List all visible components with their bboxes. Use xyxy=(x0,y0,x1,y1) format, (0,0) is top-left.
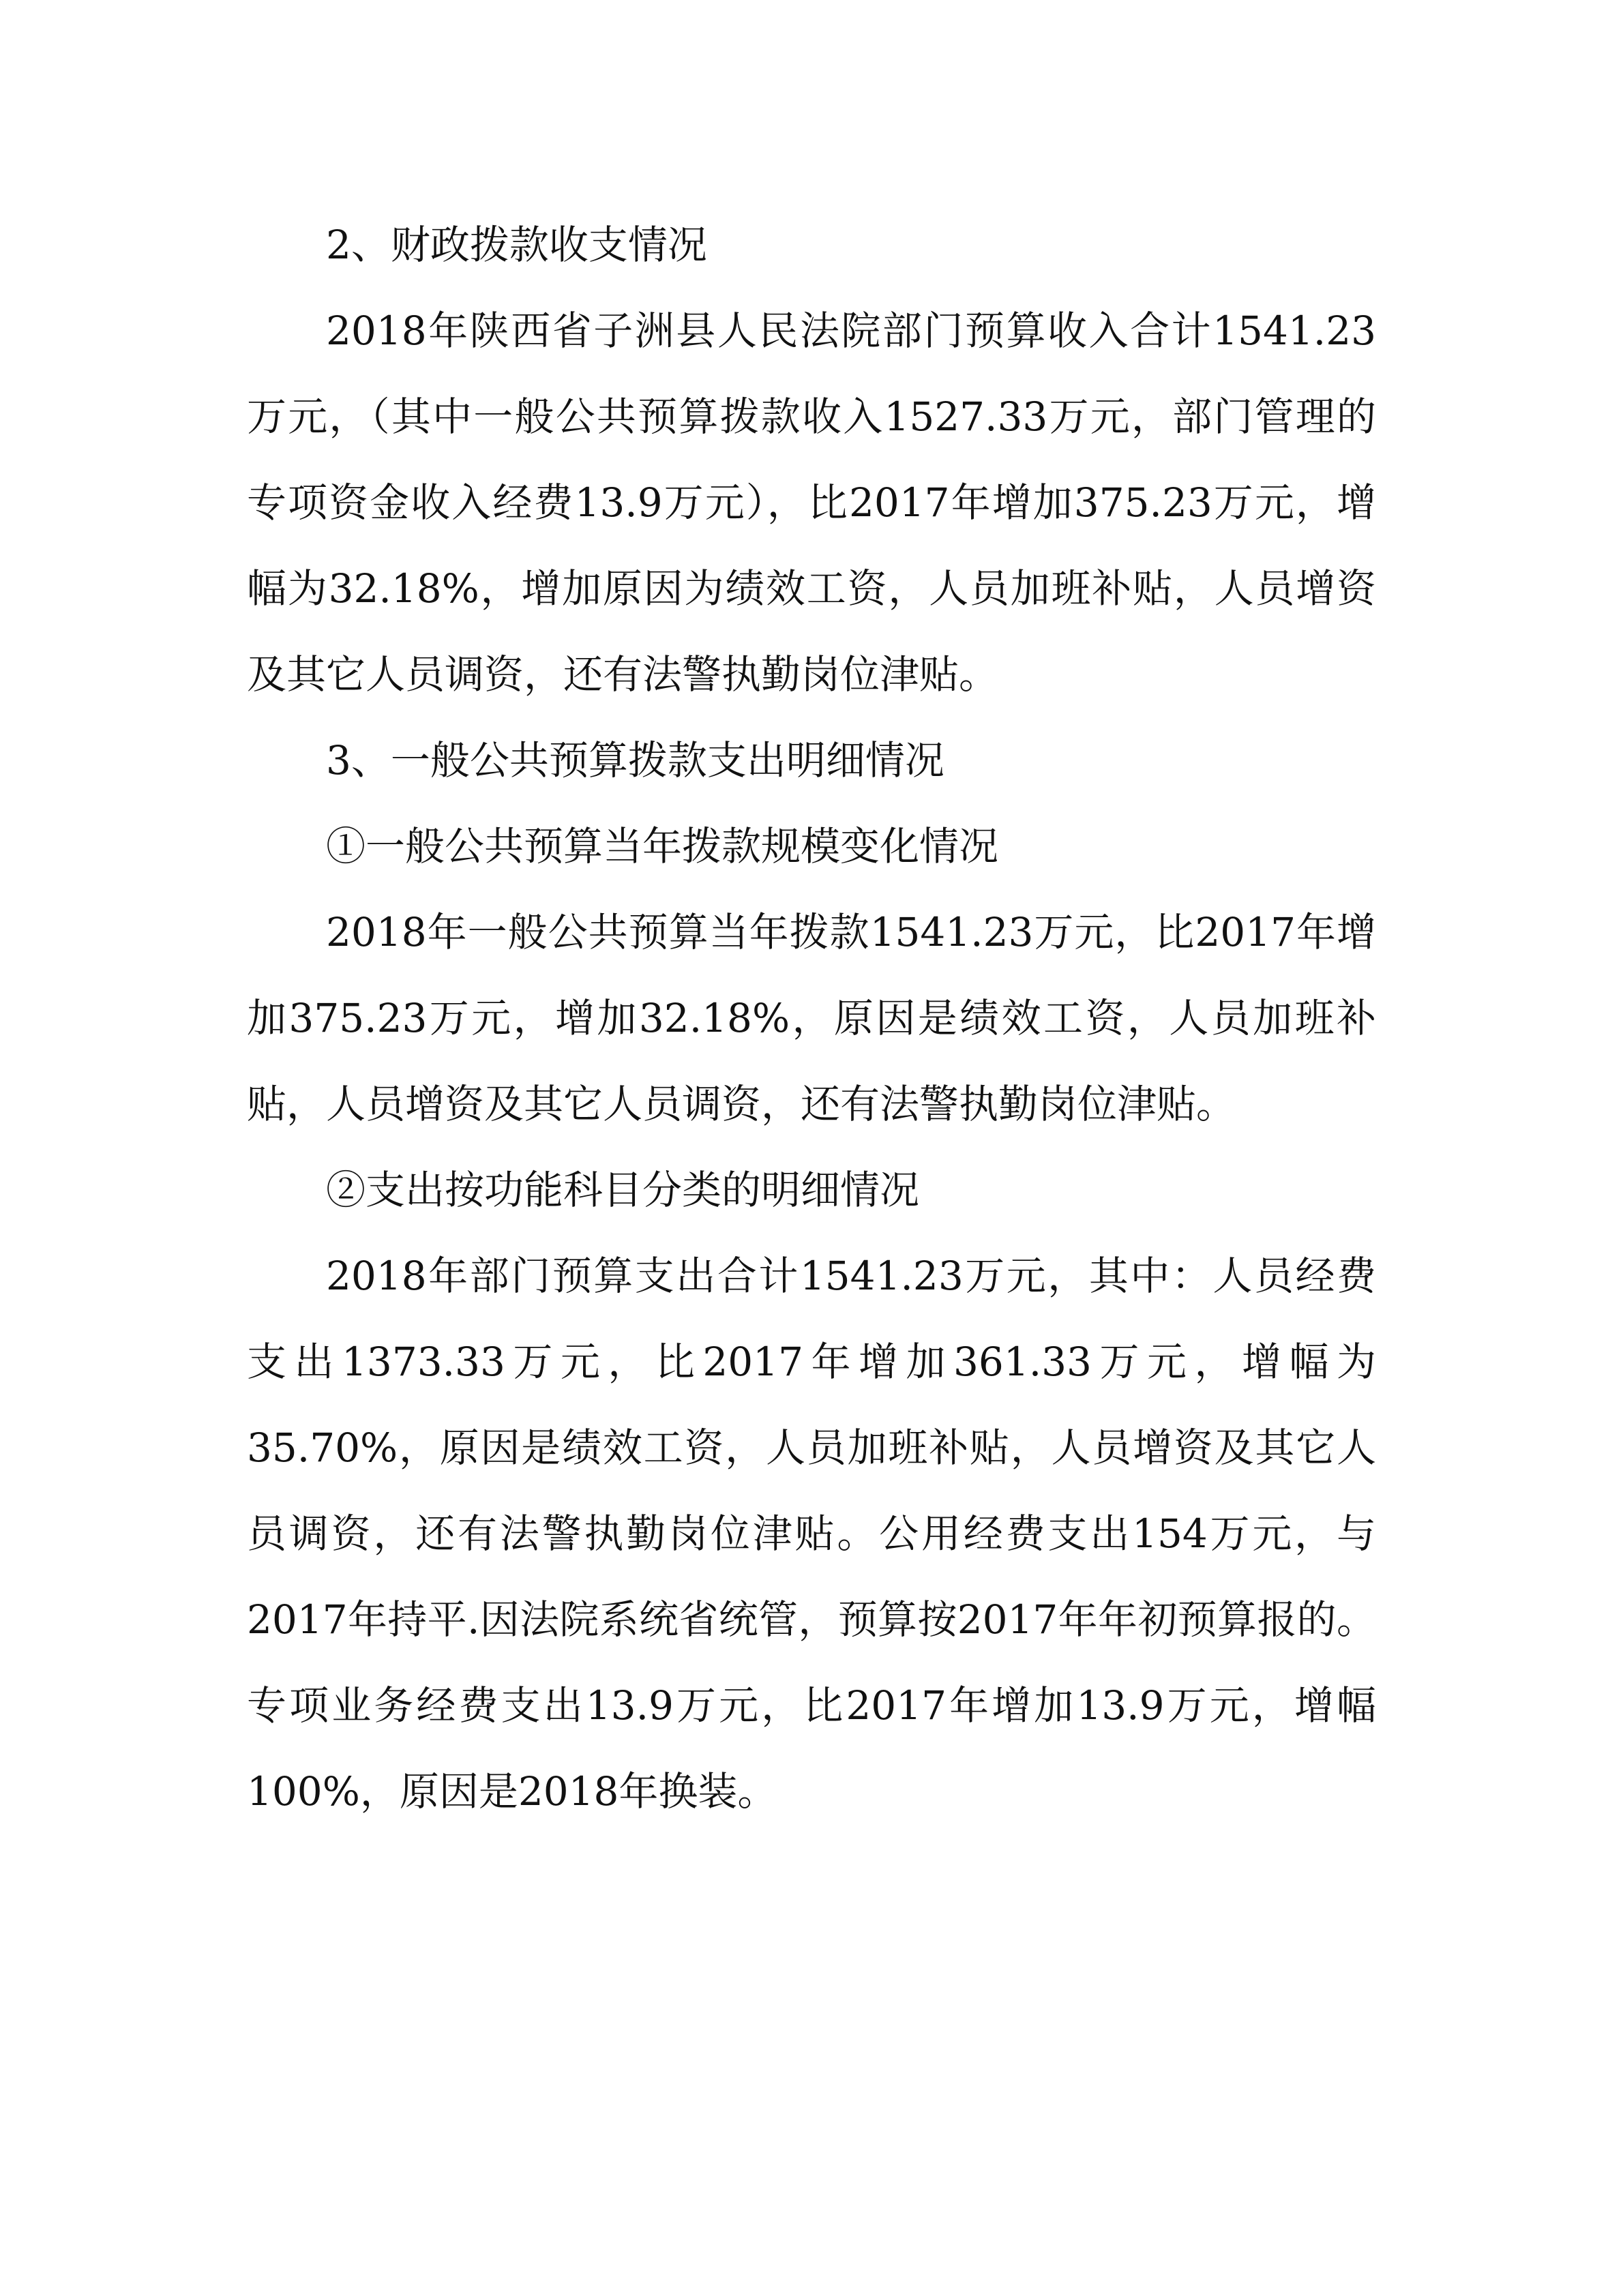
section-heading-fiscal-allocation: 2、财政拨款收支情况 xyxy=(326,222,707,268)
paragraph-budget-revenue: 2018年陕西省子洲县人民法院部门预算收入合计1541.23万元，（其中一般公共预算拨款收入1527.33万元，部门管理的专项资金收入经费13.9万元），比2017年增加375.23万元，增幅为32.18%，增加原因为绩效工资，人员加班补贴，人员增资及其它人员调资，还有法警执勤岗位津贴。 xyxy=(247,308,1376,698)
paragraph-allocation-scale-change: 2018年一般公共预算当年拨款1541.23万元，比2017年增加375.23万元，增加32.18%，原因是绩效工资，人员加班补贴，人员增资及其它人员调资，还有法警执勤岗位津贴。 xyxy=(247,909,1376,1127)
section-heading-general-budget-expenditure: 3、一般公共预算拨款支出明细情况 xyxy=(326,737,944,784)
paragraph-functional-classification: 2018年部门预算支出合计1541.23万元，其中：人员经费支出1373.33万元，比2017年增加361.33万元，增幅为35.70%，原因是绩效工资，人员加班补贴，人员增资及其它人员调资，还有法警执勤岗位津贴。公用经费支出154万元，与2017年持平.因法院系统省统管，预算按2017年年初预算报的。专项业务经费支出13.9万元，比2017年增加13.9万元，增幅100%，原因是2018年换装。 xyxy=(247,1253,1376,1815)
subheading-functional-classification: ②支出按功能科目分类的明细情况 xyxy=(326,1167,920,1213)
subheading-allocation-scale-change: ①一般公共预算当年拨款规模变化情况 xyxy=(326,823,999,869)
document-body xyxy=(247,202,1376,1834)
